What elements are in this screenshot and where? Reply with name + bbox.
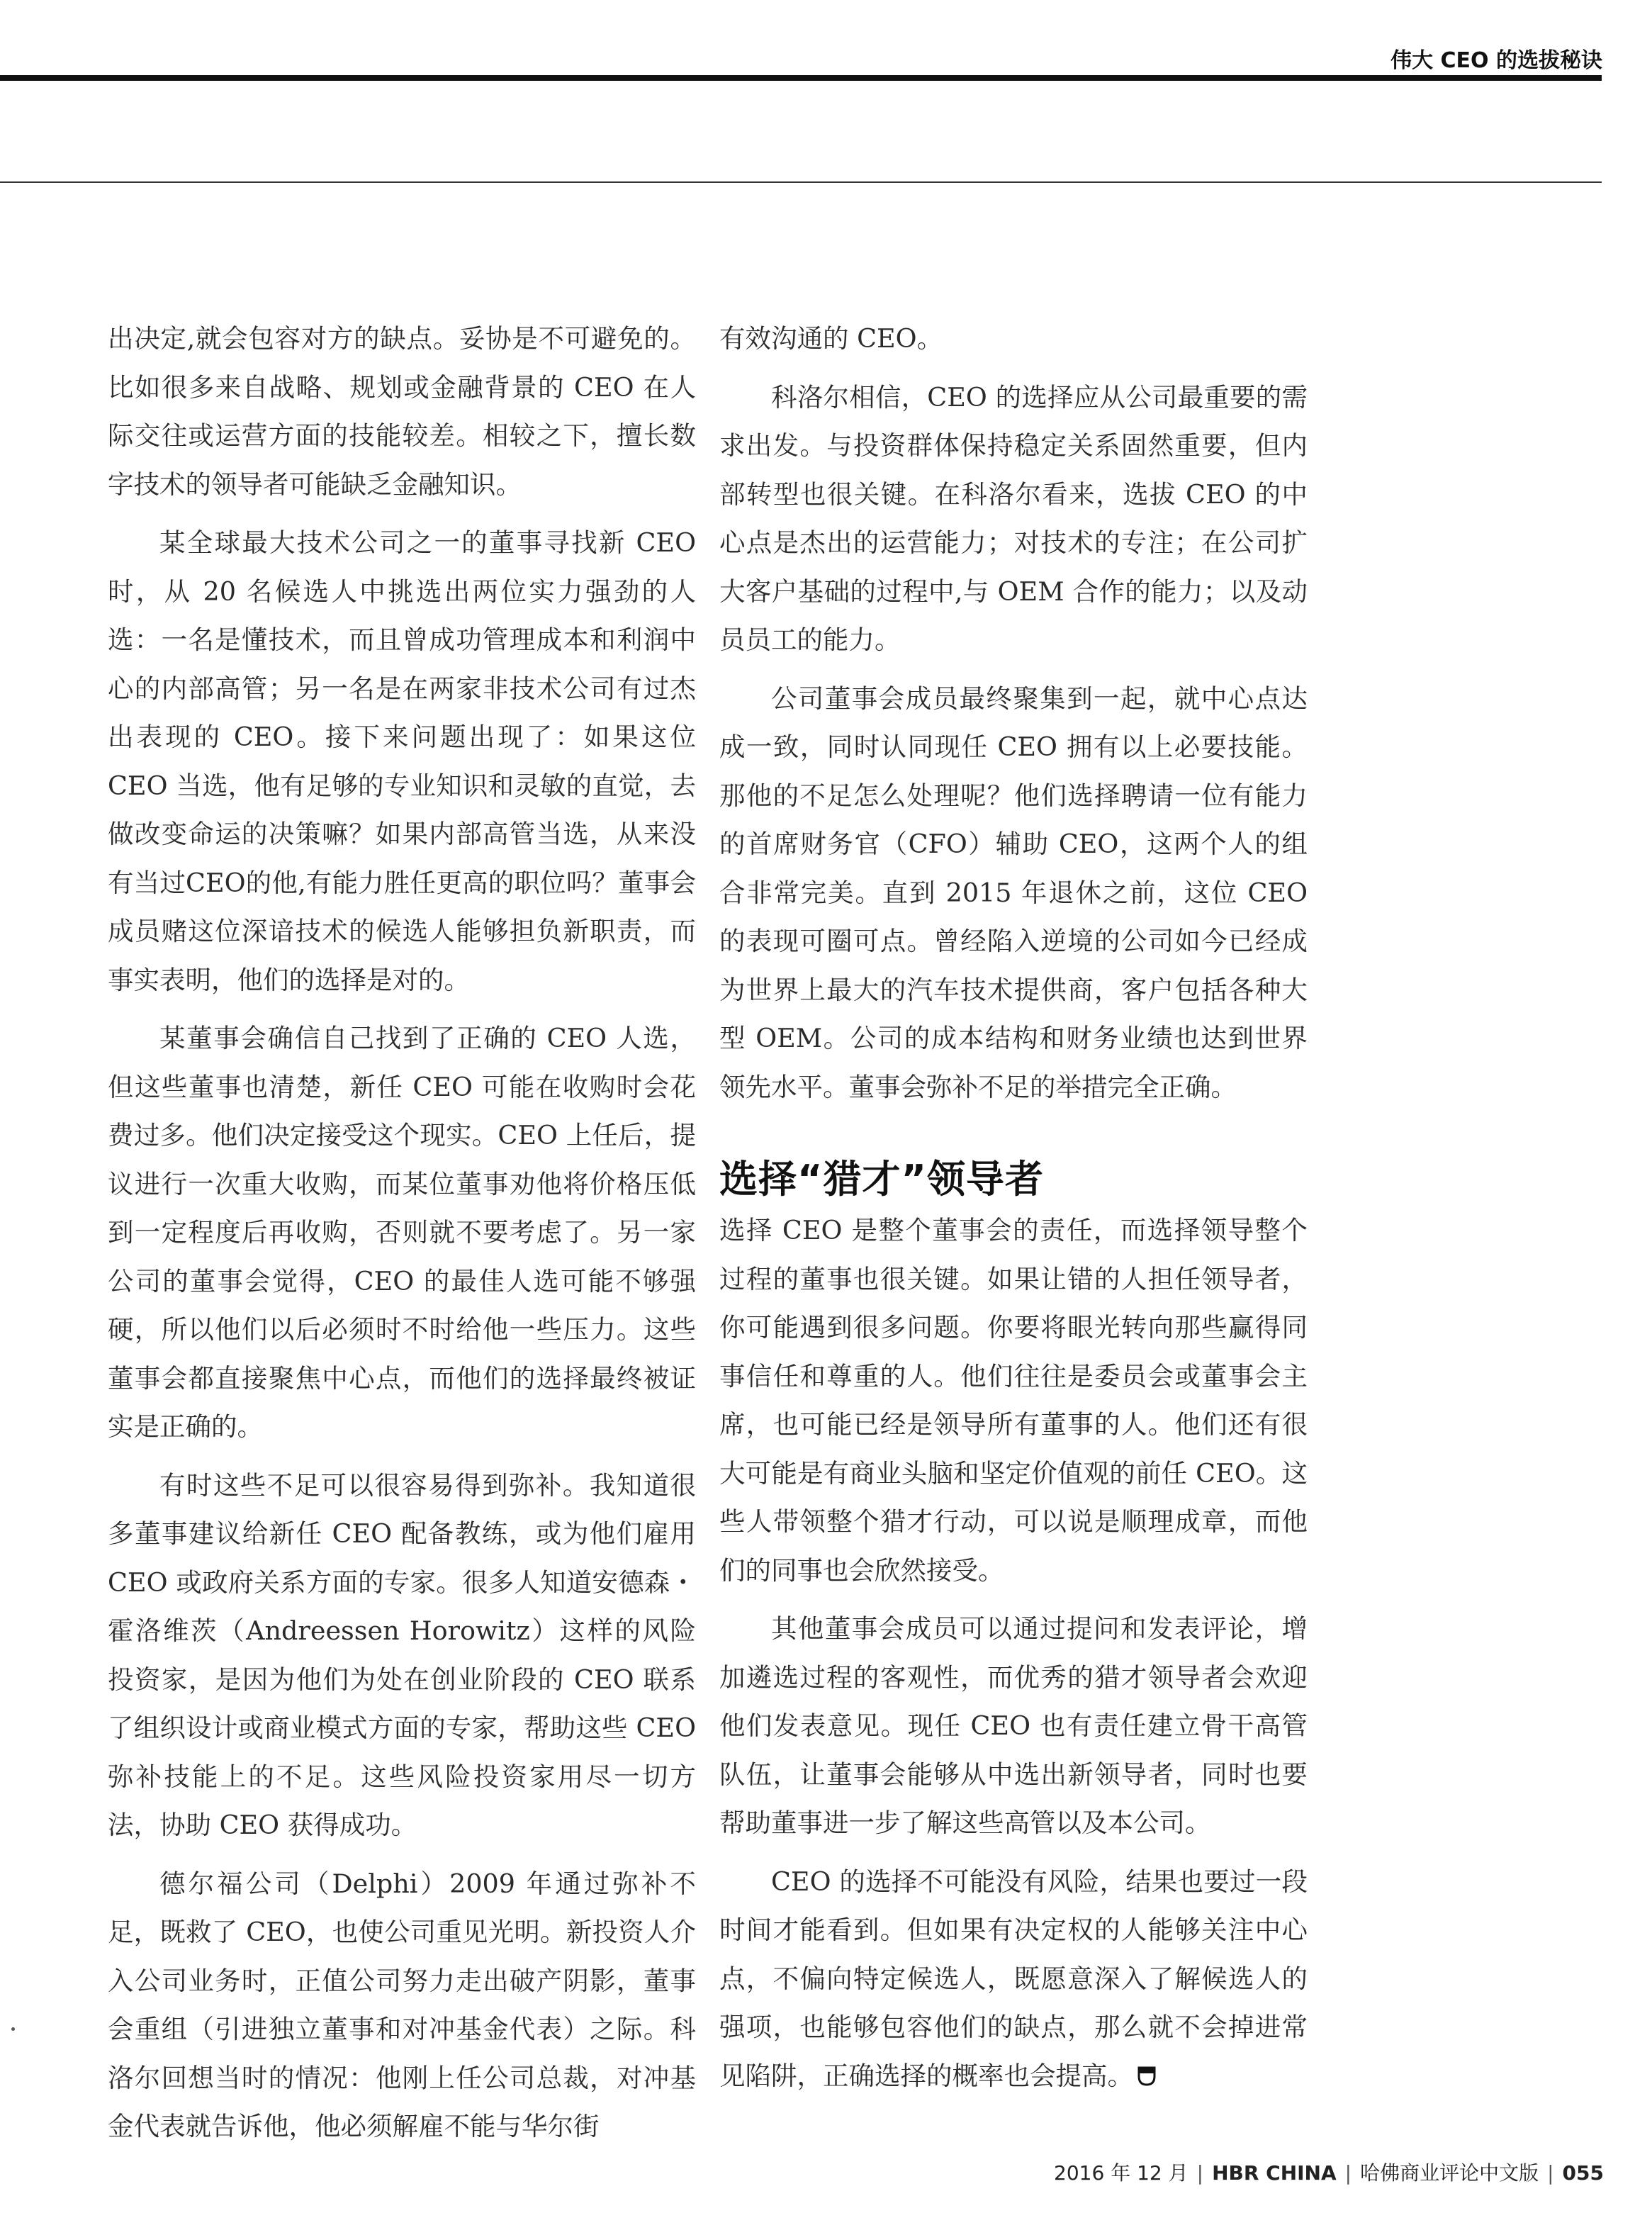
body-paragraph: 有时这些不足可以很容易得到弥补。我知道很多董事建议给新任 CEO 配备教练，或为他们雇用 CEO 或政府关系方面的专家。很多人知道安德森・霍洛维茨（Andreessen Horowitz）这样的风险投资家，是因为他们为处在创业阶段的 CEO 联系了组织设计或商业模式方面的专家，帮助这些 CEO 弥补技能上的不足。这些风险投资家用尽一切方法，协助 CEO 获得成功。 — [108, 1469, 696, 1840]
issue-date: 2016 年 12 月 — [1054, 2161, 1189, 2185]
body-paragraph: 德尔福公司（Delphi）2009 年通过弥补不足，既救了 CEO，也使公司重见光明。新投资人介入公司业务时，正值公司努力走出破产阴影，董事会重组（引进独立董事和对冲基金代表）之际。科洛尔回想当时的情况：他刚上任公司总裁，对冲基金代表就告诉他，他必须解雇不能与华尔街 — [108, 1868, 696, 2141]
page-footer — [1054, 2158, 1604, 2186]
body-paragraph: 选择 CEO 是整个董事会的责任，而选择领导整个过程的董事也很关键。如果让错的人担任领导者，你可能遇到很多问题。你要将眼光转向那些赢得同事信任和尊重的人。他们往往是委员会或董事会主席，也可能已经是领导所有董事的人。他们还有很大可能是有商业头脑和坚定价值观的前任 CEO。这些人带领整个猎才行动，可以说是顺理成章，而他们的同事也会欣然接受。 — [719, 1215, 1308, 1586]
body-paragraph-last — [719, 1858, 1308, 2101]
right-column — [719, 315, 1308, 2100]
footer-separator: | — [1547, 2161, 1554, 2185]
left-column — [108, 315, 696, 2151]
footer-separator: | — [1344, 2161, 1352, 2185]
page-number: 055 — [1562, 2161, 1604, 2185]
publication-name: 哈佛商业评论中文版 — [1360, 2161, 1539, 2185]
body-paragraph: 有效沟通的 CEO。 — [719, 323, 943, 354]
scan-speck — [11, 2027, 15, 2031]
body-paragraph: 公司董事会成员最终聚集到一起，就中心点达成一致，同时认同现任 CEO 拥有以上必要技能。那他的不足怎么处理呢？他们选择聘请一位有能力的首席财务官（CFO）辅助 CEO，这两个人的组合非常完美。直到 2015 年退休之前，这位 CEO 的表现可圈可点。曾经陷入逆境的公司如今已经成为世界上最大的汽车技术提供商，客户包括各种大型 OEM。公司的成本结构和财务业绩也达到世界领先水平。董事会弥补不足的举措完全正确。 — [719, 683, 1308, 1102]
page-header-title: 伟大 CEO 的选拔秘诀 — [1390, 48, 1602, 73]
hbr-end-mark-icon — [1137, 2066, 1156, 2086]
header-thin-rule — [0, 181, 1602, 183]
body-paragraph: 某全球最大技术公司之一的董事寻找新 CEO 时，从 20 名候选人中挑选出两位实力强劲的人选：一名是懂技术，而且曾成功管理成本和利润中心的内部高管；另一名是在两家非技术公司有过杰出表现的 CEO。接下来问题出现了：如果这位 CEO 当选，他有足够的专业知识和灵敏的直觉，去做改变命运的决策嘛？如果内部高管当选，从来没有当过CEO的他,有能力胜任更高的职位吗？董事会成员赌这位深谙技术的候选人能够担负新职责，而事实表明，他们的选择是对的。 — [108, 527, 696, 995]
body-paragraph: 某董事会确信自己找到了正确的 CEO 人选，但这些董事也清楚，新任 CEO 可能在收购时会花费过多。他们决定接受这个现实。CEO 上任后，提议进行一次重大收购，而某位董事劝他将价格压低到一定程度后再收购，否则就不要考虑了。另一家公司的董事会觉得，CEO 的最佳人选可能不够强硬，所以他们以后必须时不时给他一些压力。这些董事会都直接聚焦中心点，而他们的选择最终被证实是正确的。 — [108, 1023, 696, 1442]
body-paragraph: 其他董事会成员可以通过提问和发表评论，增加遴选过程的客观性，而优秀的猎才领导者会欢迎他们发表意见。现任 CEO 也有责任建立骨干高管队伍，让董事会能够从中选出新领导者，同时也要帮助董事进一步了解这些高管以及本公司。 — [719, 1613, 1308, 1838]
header-thick-rule — [0, 75, 1602, 81]
section-heading: 选择“猎才”领导者 — [719, 1157, 1044, 1201]
brand-name: HBR CHINA — [1212, 2161, 1337, 2185]
body-paragraph: 科洛尔相信，CEO 的选择应从公司最重要的需求出发。与投资群体保持稳定关系固然重要，但内部转型也很关键。在科洛尔看来，选拔 CEO 的中心点是杰出的运营能力；对技术的专注；在公司扩大客户基础的过程中,与 OEM 合作的能力；以及动员员工的能力。 — [719, 381, 1308, 655]
footer-separator: | — [1196, 2161, 1204, 2185]
body-paragraph: 出决定,就会包容对方的缺点。妥协是不可避免的。比如很多来自战略、规划或金融背景的 CEO 在人际交往或运营方面的技能较差。相较之下，擅长数字技术的领导者可能缺乏金融知识。 — [108, 323, 696, 500]
last-paragraph-text: CEO 的选择不可能没有风险，结果也要过一段时间才能看到。但如果有决定权的人能够关注中心点，不偏向特定候选人，既愿意深入了解候选人的强项，也能够包容他们的缺点，那么就不会掉进常见陷阱，正确选择的概率也会提高。 — [719, 1866, 1308, 2091]
